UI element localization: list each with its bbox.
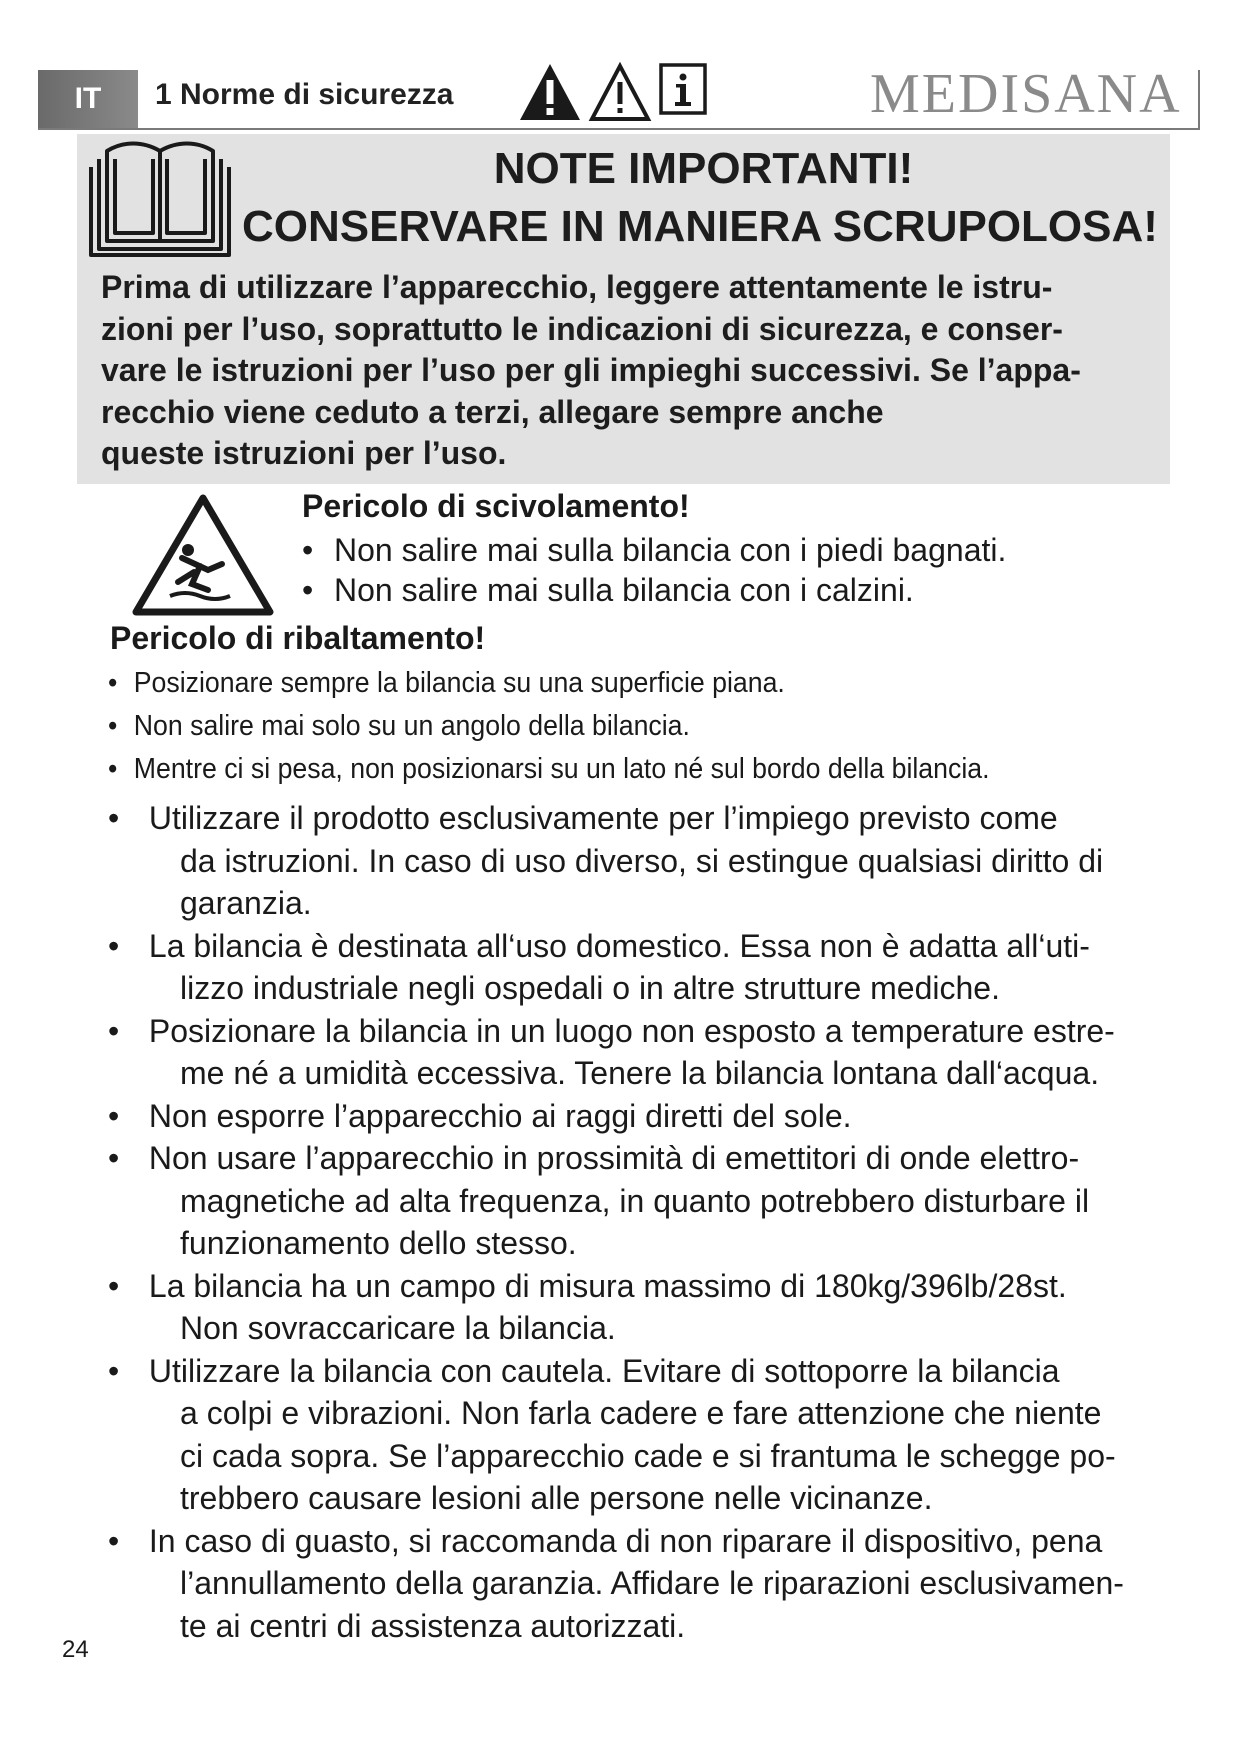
list-item-line: l’annullamento della garanzia. Affidare le riparazioni esclusivamen- [180, 1565, 1124, 1601]
list-item-line: funzionamento dello stesso. [180, 1225, 577, 1261]
list-item-line: Utilizzare la bilancia con cautela. Evitare di sottoporre la bilancia [148, 1352, 1060, 1389]
list-item-line: Utilizzare il prodotto esclusivamente per l’impiego previsto come [148, 800, 1058, 836]
list-item [108, 1265, 1168, 1350]
list-item [108, 1137, 1168, 1265]
list-item-line: te ai centri di assistenza autorizzati. [180, 1607, 686, 1644]
list-item-line: garanzia. [180, 885, 312, 921]
list-item-line: magnetiche ad alta frequenza, in quanto potrebbero disturbare il [180, 1182, 1090, 1219]
notice-body-line: queste istruzioni per l’uso. [101, 435, 507, 471]
warning-outline-icon [588, 62, 652, 124]
list-item [108, 1350, 1168, 1520]
list-item-line: In caso di guasto, si raccomanda di non riparare il dispositivo, pena [148, 1522, 1103, 1559]
list-item: • Mentre ci si pesa, non posizionarsi su un lato né sul bordo della bilancia. [108, 748, 990, 791]
list-item-line: Non usare l’apparecchio in prossimità di emettitori di onde elettro- [148, 1140, 1080, 1176]
list-item: • Non salire mai sulla bilancia con i piedi bagnati. [302, 530, 1006, 570]
header-vertical-rule [1198, 70, 1200, 130]
tip-hazard-title: Pericolo di ribaltamento! [110, 620, 486, 656]
list-item-line: Non esporre l’apparecchio ai raggi diretti del sole. [148, 1097, 852, 1134]
list-item [108, 925, 1168, 1010]
list-item [108, 1520, 1168, 1648]
info-icon [658, 62, 708, 116]
list-item-line: lizzo industriale negli ospedali o in altre strutture mediche. [180, 970, 1000, 1006]
list-item-line: da istruzioni. In caso di uso diverso, si estingue qualsiasi diritto di [180, 842, 1104, 879]
tip-hazard-list [108, 662, 990, 791]
danger-filled-icon [518, 62, 582, 124]
list-item-line: a colpi e vibrazioni. Non farla cadere e fare attenzione che niente [180, 1395, 1102, 1431]
language-tab: IT [38, 70, 138, 128]
slip-hazard-list [302, 530, 1006, 610]
page-number: 24 [62, 1636, 89, 1663]
safety-instructions-list [108, 797, 1168, 1647]
list-item-line: me né a umidità eccessiva. Tenere la bilancia lontana dall‘acqua. [180, 1055, 1100, 1091]
notice-title-line1: NOTE IMPORTANTI! [493, 144, 914, 193]
notice-body-line: vare le istruzioni per l’uso per gli impieghi successivi. Se l’appa- [101, 352, 1081, 388]
list-item-line: La bilancia è destinata all‘uso domestico. Essa non è adatta all‘uti- [148, 927, 1090, 964]
list-item [108, 1010, 1168, 1095]
list-item-line: trebbero causare lesioni alle persone nelle vicinanze. [180, 1480, 933, 1516]
slip-hazard-title: Pericolo di scivolamento! [302, 488, 690, 524]
section-title: 1 Norme di sicurezza [155, 78, 454, 111]
list-item-line: ci cada sopra. Se l’apparecchio cade e si frantuma le schegge po- [180, 1437, 1116, 1474]
list-item: • Non salire mai solo su un angolo della bilancia. [108, 705, 990, 748]
notice-body [101, 267, 1161, 475]
list-item: • Posizionare sempre la bilancia su una superficie piana. [108, 662, 990, 705]
list-item-line: La bilancia ha un campo di misura massimo di 180kg/396lb/28st. [148, 1267, 1067, 1304]
list-item-line: Posizionare la bilancia in un luogo non esposto a temperature estre- [148, 1012, 1115, 1049]
notice-body-line: zioni per l’uso, soprattutto le indicazioni di sicurezza, e conser- [101, 310, 1063, 347]
header-rule [38, 128, 1200, 130]
list-item: • Non salire mai sulla bilancia con i calzini. [302, 570, 1006, 610]
slip-hazard-icon [130, 492, 276, 618]
list-item [108, 1095, 1168, 1138]
important-notice-box [77, 134, 1170, 484]
brand-logo: MEDISANA [870, 63, 1182, 125]
list-item [108, 797, 1168, 925]
header-icons [518, 62, 708, 126]
notice-title-line2: CONSERVARE IN MANIERA SCRUPOLOSA! [242, 202, 1158, 251]
notice-body-line: recchio viene ceduto a terzi, allegare sempre anche [101, 393, 884, 430]
notice-body-line: Prima di utilizzare l’apparecchio, leggere attentamente le istru- [101, 269, 1053, 305]
list-item-line: Non sovraccaricare la bilancia. [180, 1310, 616, 1346]
